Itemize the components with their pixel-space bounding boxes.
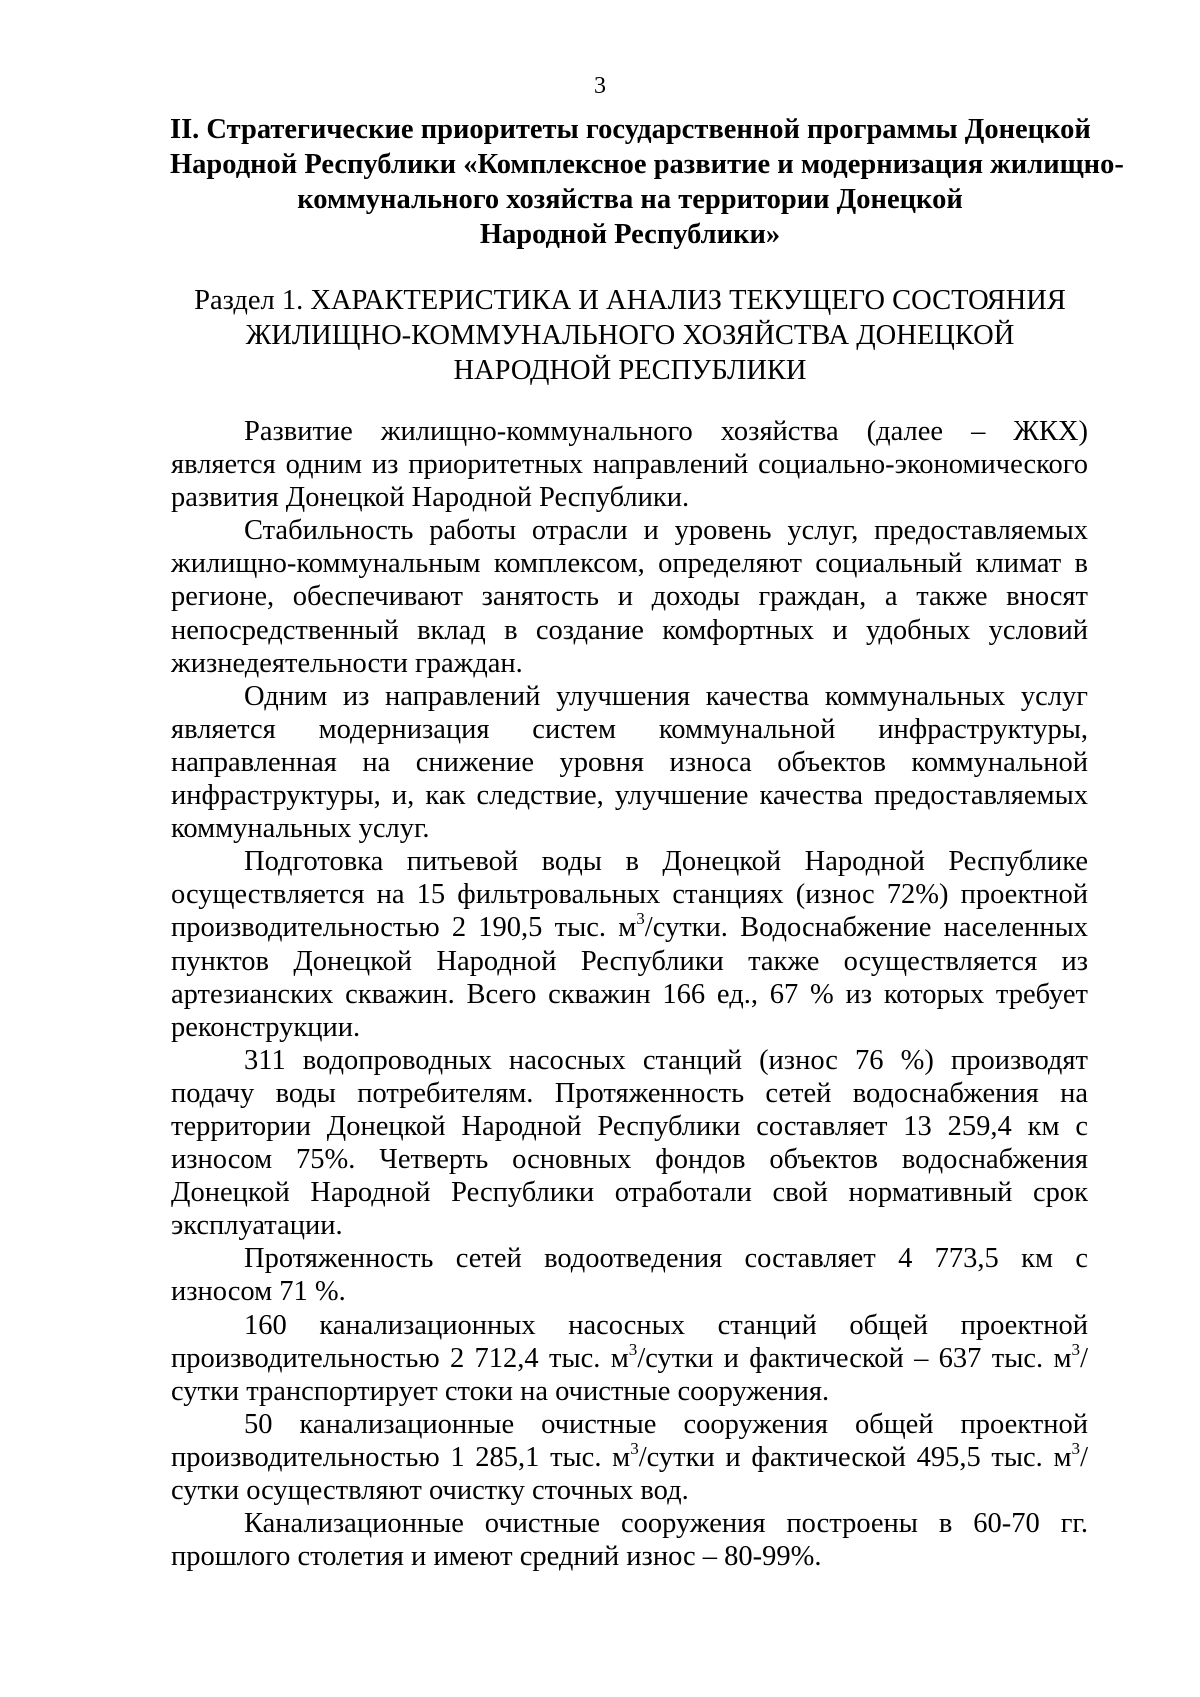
- paragraph: [171, 845, 1088, 1044]
- section-heading-line: ЖИЛИЩНО-КОММУНАЛЬНОГО ХОЗЯЙСТВА ДОНЕЦКОЙ: [245, 320, 1015, 351]
- chapter-heading-line: Народной Республики»: [479, 219, 781, 250]
- paragraph: Развитие жилищно-коммунального хозяйства (далее – ЖКХ) является одним из приоритетных направлений социально-экономического развития Донецкой Народной Республики.: [171, 416, 1088, 514]
- chapter-heading: [170, 112, 1124, 252]
- paragraph: Стабильность работы отрасли и уровень услуг, предоставляемых жилищно-коммунальным комплексом, определяют социальный климат в регионе, обеспечивают занятость и доходы граждан, а также вносят непосредственный вклад в создание комфортных и удобных условий жизнедеятельности граждан.: [171, 515, 1088, 679]
- superscript: 3: [1071, 1438, 1081, 1458]
- paragraph: Одним из направлений улучшения качества коммунальных услуг является модернизация систем коммунальной инфраструктуры, направленная на снижение уровня износа объектов коммунальной инфраструктуры, и, как следствие, улучшение качества предоставляемых коммунальных услуг.: [171, 680, 1088, 845]
- section-heading: [170, 283, 1090, 388]
- paragraph: 311 водопроводных насосных станций (износ 76 %) производят подачу воды потребителям. Протяженность сетей водоснабжения на территории Донецкой Народной Республики составляет 13 259,4 км с износом 75%. Четверть основных фондов объектов водоснабжения Донецкой Народной Республики отработали свой нормативный срок эксплуатации.: [171, 1044, 1088, 1242]
- paragraph-text: /сутки транспортирует стоки на очистные сооружения.: [171, 1342, 1088, 1407]
- section-heading-line: НАРОДНОЙ РЕСПУБЛИКИ: [453, 355, 807, 386]
- section-heading-line: Раздел 1. ХАРАКТЕРИСТИКА И АНАЛИЗ ТЕКУЩЕГО СОСТОЯНИЯ: [194, 285, 1066, 316]
- paragraph: [171, 1309, 1088, 1408]
- page-number: 3: [594, 73, 606, 99]
- body-text: [171, 415, 1088, 1573]
- paragraph: Канализационные очистные сооружения построены в 60-70 гг. прошлого столетия и имеют средний износ – 80-99%.: [171, 1508, 1088, 1573]
- paragraph-text: Подготовка питьевой воды в Донецкой Народной Республике осуществляется на 15 фильтровальных станциях (износ 72%) проектной производительностью 2 190,5 тыс. м: [171, 846, 1088, 944]
- superscript: 3: [636, 909, 645, 929]
- paragraph-text: /сутки осуществляют очистку сточных вод.: [171, 1441, 1088, 1506]
- chapter-heading-line: коммунального хозяйства на территории Донецкой: [297, 184, 963, 215]
- superscript: 3: [630, 1438, 639, 1458]
- paragraph-text: /сутки и фактической – 637 тыс. м: [637, 1342, 1072, 1374]
- paragraph-text: /сутки и фактической 495,5 тыс. м: [638, 1441, 1072, 1473]
- paragraph: [171, 1408, 1088, 1507]
- superscript: 3: [628, 1339, 638, 1359]
- paragraph-text: 50 канализационные очистные сооружения общей проектной производительностью 1 285,1 тыс. м: [171, 1408, 1088, 1473]
- superscript: 3: [1071, 1339, 1081, 1359]
- chapter-heading-line: Народной Республики «Комплексное развитие и модернизация жилищно-: [170, 149, 1124, 180]
- paragraph-text: 160 канализационных насосных станций общей проектной производительностью 2 712,4 тыс. м: [171, 1309, 1088, 1374]
- chapter-heading-line: II. Стратегические приоритеты государственной программы Донецкой: [170, 114, 1091, 145]
- paragraph: Протяженность сетей водоотведения составляет 4 773,5 км с износом 71 %.: [171, 1243, 1088, 1308]
- paragraph-text: /сутки. Водоснабжение населенных пунктов Донецкой Народной Республики также осуществляется из артезианских скважин. Всего скважин 166 ед., 67 % из которых требует реконструкции.: [171, 912, 1088, 1043]
